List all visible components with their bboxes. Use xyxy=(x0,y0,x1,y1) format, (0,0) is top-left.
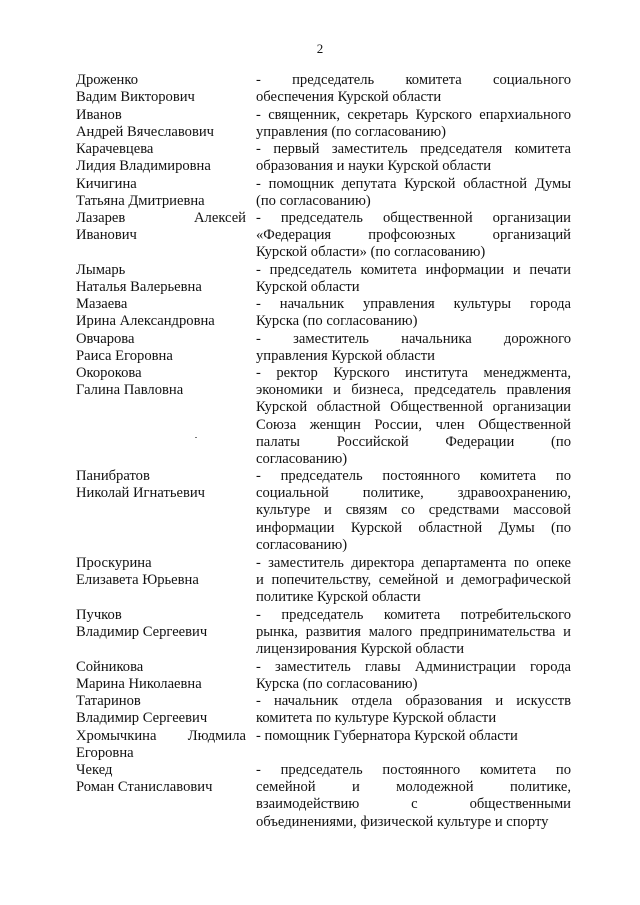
member-role xyxy=(256,555,571,607)
member-role-line: - председатель комитета потребительского xyxy=(256,607,571,623)
member-name xyxy=(76,607,246,641)
member-name xyxy=(76,72,246,106)
member-role-line: Курской области» (по согласованию) xyxy=(256,244,486,261)
member-role-line: культуре и связям со средствами массовой xyxy=(256,502,571,519)
member-role-line: и попечительству, семейной и демографической xyxy=(256,572,571,589)
member-given-name: Владимир Сергеевич xyxy=(76,624,208,641)
member-role-line: рынка, развития малого предпринимательства и xyxy=(256,624,571,641)
member-role-line: - начальник отдела образования и искусств xyxy=(256,693,571,709)
member-role-line: политике Курской области xyxy=(256,589,421,606)
member-surname: Лымарь xyxy=(76,262,126,278)
member-role-line: - помощник депутата Курской областной Думы xyxy=(256,176,571,192)
member-role-line: социальной политике, здравоохранению, xyxy=(256,485,571,502)
member-given-name: Галина Павловна xyxy=(76,382,184,399)
member-surname: Карачевцева xyxy=(76,141,154,157)
member-role-line: семейной и молодежной политике, xyxy=(256,779,571,796)
member-given-name: Владимир Сергеевич xyxy=(76,710,208,727)
member-given-name: Роман Станиславович xyxy=(76,779,213,796)
member-role-line: - первый заместитель председателя комитета xyxy=(256,141,571,157)
member-role-line: управления Курской области xyxy=(256,348,435,365)
member-name xyxy=(76,365,246,399)
member-role-line: Курска (по согласованию) xyxy=(256,676,418,693)
member-given-name: Наталья Валерьевна xyxy=(76,279,202,296)
member-name-line xyxy=(76,210,246,227)
member-role xyxy=(256,331,571,365)
member-role-line: Курска (по согласованию) xyxy=(256,313,418,330)
member-given-name: Ирина Александровна xyxy=(76,313,215,330)
member-role-line: «Федерация профсоюзных организаций xyxy=(256,227,571,244)
member-role-line: - ректор Курского института менеджмента, xyxy=(256,365,571,381)
member-surname: Мазаева xyxy=(76,296,128,312)
member-surname: Пучков xyxy=(76,607,122,623)
member-name xyxy=(76,107,246,141)
member-role-line: комитета по культуре Курской области xyxy=(256,710,497,727)
member-role-line: взаимодействию с общественными xyxy=(256,796,571,813)
member-name xyxy=(76,659,246,693)
member-surname: Лазарев xyxy=(76,210,126,226)
member-given-name: Андрей Вячеславович xyxy=(76,124,214,141)
member-patronymic: Егоровна xyxy=(76,745,134,762)
member-role xyxy=(256,210,571,262)
member-given-name: Татьяна Дмитриевна xyxy=(76,193,205,210)
member-role xyxy=(256,262,571,296)
member-given-name: Елизавета Юрьевна xyxy=(76,572,199,589)
member-role-line: информации Курской областной Думы (по xyxy=(256,519,571,536)
member-patronymic: Иванович xyxy=(76,227,137,244)
member-name xyxy=(76,693,246,727)
member-role xyxy=(256,296,571,330)
member-given-name: Людмила xyxy=(187,728,246,744)
page-number: 2 xyxy=(316,41,324,56)
member-given-name: Алексей xyxy=(194,210,246,226)
member-given-name: Раиса Егоровна xyxy=(76,348,173,365)
member-role xyxy=(256,176,571,210)
member-name xyxy=(76,555,246,589)
member-surname: Панибратов xyxy=(76,468,150,484)
member-role-line: объединениями, физической культуре и спорту xyxy=(256,813,549,830)
member-given-name: Николай Игнатьевич xyxy=(76,485,206,502)
member-role-line: Союза женщин России, член Общественной xyxy=(256,416,571,433)
member-role xyxy=(256,659,571,693)
member-given-name: Вадим Викторович xyxy=(76,89,195,106)
member-surname: Проскурина xyxy=(76,555,152,571)
member-role xyxy=(256,365,571,468)
member-surname: Татаринов xyxy=(76,693,141,709)
member-surname: Дроженко xyxy=(76,72,139,88)
member-role-line: (по согласованию) xyxy=(256,193,371,210)
member-surname: Иванов xyxy=(76,107,122,123)
member-role-line: - заместитель главы Администрации города xyxy=(256,659,571,675)
member-role-line: - председатель общественной организации xyxy=(256,210,571,226)
member-given-name: Лидия Владимировна xyxy=(76,158,211,175)
member-role-line: - помощник Губернатора Курской области xyxy=(256,728,518,744)
member-name xyxy=(76,262,246,296)
member-role-line: согласованию) xyxy=(256,536,348,553)
member-role-line: образования и науки Курской области xyxy=(256,158,492,175)
member-role-line: - председатель постоянного комитета по xyxy=(256,468,571,484)
member-role xyxy=(256,141,571,175)
member-name xyxy=(76,296,246,330)
member-role xyxy=(256,107,571,141)
member-name xyxy=(76,762,246,796)
member-name xyxy=(76,141,246,175)
member-role-line: экономики и бизнеса, председатель правления xyxy=(256,382,571,399)
scan-speck xyxy=(195,437,197,438)
member-surname: Овчарова xyxy=(76,331,135,347)
member-role-line: согласованию) xyxy=(256,451,348,468)
member-role-line: - заместитель директора департамента по опеке xyxy=(256,555,571,571)
member-role xyxy=(256,607,571,659)
member-surname: Чекед xyxy=(76,762,113,778)
member-role-line: Курской области xyxy=(256,279,360,296)
member-role-line: - начальник управления культуры города xyxy=(256,296,571,312)
member-name xyxy=(76,331,246,365)
member-role-line: управления (по согласованию) xyxy=(256,124,447,141)
member-name xyxy=(76,468,246,502)
member-role-line: - священник, секретарь Курского епархиального xyxy=(256,107,571,123)
member-given-name: Марина Николаевна xyxy=(76,676,202,693)
member-name xyxy=(76,210,246,244)
member-role-line: - председатель постоянного комитета по xyxy=(256,762,571,778)
member-surname: Окорокова xyxy=(76,365,142,381)
member-role-line: - председатель комитета социального xyxy=(256,72,571,88)
member-name-line xyxy=(76,728,246,745)
member-role xyxy=(256,728,571,745)
member-surname: Кичигина xyxy=(76,176,137,192)
member-role xyxy=(256,693,571,727)
member-surname: Хромычкина xyxy=(76,728,157,744)
member-role-line: обеспечения Курской области xyxy=(256,89,442,106)
member-role-line: Курской областной Общественной организации xyxy=(256,399,571,416)
member-name xyxy=(76,176,246,210)
member-role-line: - заместитель начальника дорожного xyxy=(256,331,571,347)
member-role xyxy=(256,468,571,554)
member-role-line: лицензирования Курской области xyxy=(256,641,465,658)
member-role xyxy=(256,72,571,106)
member-name xyxy=(76,728,246,762)
member-surname: Сойникова xyxy=(76,659,144,675)
member-role-line: - председатель комитета информации и печати xyxy=(256,262,571,278)
member-role xyxy=(256,762,571,831)
member-role-line: палаты Российской Федерации (по xyxy=(256,433,571,450)
